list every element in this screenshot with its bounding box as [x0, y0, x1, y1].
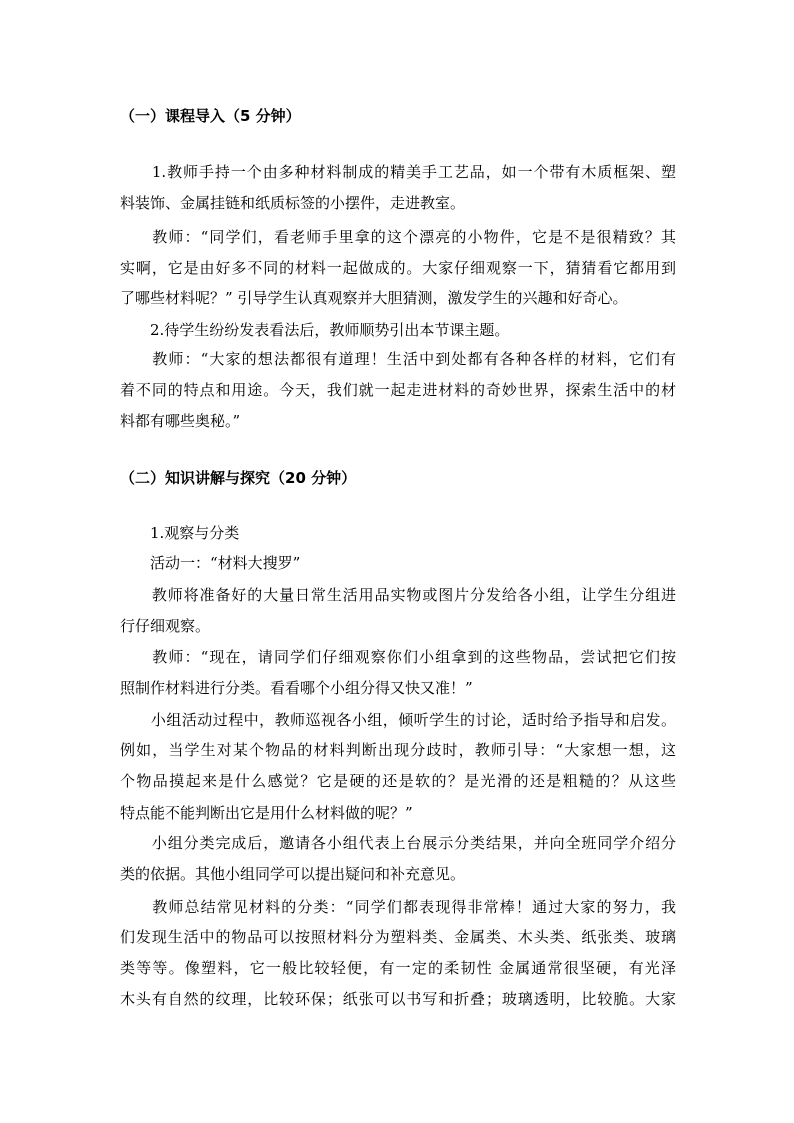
paragraph-line: 料装饰、金属挂链和纸质标签的小摆件，走进教室。	[120, 194, 466, 212]
paragraph-line: 实啊，它是由好多不同的材料一起做成的。大家仔细观察一下，猜猜看它都用到	[120, 259, 676, 277]
paragraph-line: 类等等。像塑料，它一般比较轻便，有一定的柔韧性 金属通常很坚硬，有光泽	[120, 959, 676, 977]
paragraph-line: 料都有哪些奥秘。”	[120, 412, 241, 430]
paragraph-line: 1.观察与分类	[120, 524, 240, 542]
paragraph-line: 活动一：“材料大搜罗”	[120, 554, 301, 572]
section-heading: （一）课程导入（5 分钟）	[120, 107, 301, 125]
paragraph-line: 教师：“现在，请同学们仔细观察你们小组拿到的这些物品，尝试把它们按	[120, 648, 676, 666]
paragraph-line: 着不同的特点和用途。今天，我们就一起走进材料的奇妙世界，探索生活中的材	[120, 381, 676, 399]
paragraph-line: 特点能不能判断出它是用什么材料做的呢？”	[120, 804, 413, 822]
paragraph-line: 教师将准备好的大量日常生活用品实物或图片分发给各小组，让学生分组进	[120, 586, 676, 604]
paragraph-line: 行仔细观察。	[120, 617, 211, 635]
paragraph-line: 教师：“同学们，看老师手里拿的这个漂亮的小物件，它是不是很精致？其	[120, 228, 676, 246]
paragraph-line: 例如，当学生对某个物品的材料判断出现分歧时，教师引导：“大家想一想，这	[120, 741, 676, 759]
paragraph-line: 1.教师手持一个由多种材料制成的精美手工艺品，如一个带有木质框架、塑	[120, 163, 676, 181]
paragraph-line: 们发现生活中的物品可以按照材料分为塑料类、金属类、木头类、纸张类、玻璃	[120, 928, 676, 946]
section-heading: （二）知识讲解与探究（20 分钟）	[120, 469, 357, 487]
paragraph-line: 了哪些材料呢？” 引导学生认真观察并大胆猜测，激发学生的兴趣和好奇心。	[120, 289, 628, 307]
paragraph-line: 类的依据。其他小组同学可以提出疑问和补充意见。	[120, 865, 466, 883]
paragraph-line: 教师总结常见材料的分类：“同学们都表现得非常棒！通过大家的努力，我	[120, 898, 676, 916]
paragraph-line: 教师：“大家的想法都很有道理！生活中到处都有各种各样的材料，它们有	[120, 350, 676, 368]
paragraph-line: 2.待学生纷纷发表看法后，教师顺势引出本节课主题。	[120, 321, 510, 339]
paragraph-line: 个物品摸起来是什么感觉？它是硬的还是软的？是光滑的还是粗糙的？从这些	[120, 772, 676, 790]
paragraph-line: 小组活动过程中，教师巡视各小组，倾听学生的讨论，适时给予指导和启发。	[120, 711, 676, 729]
paragraph-line: 木头有自然的纹理，比较环保；纸张可以书写和折叠；玻璃透明，比较脆。大家	[120, 990, 676, 1008]
paragraph-line: 小组分类完成后，邀请各小组代表上台展示分类结果，并向全班同学介绍分	[120, 834, 676, 852]
paragraph-line: 照制作材料进行分类。看看哪个小组分得又快又准！”	[120, 679, 473, 697]
